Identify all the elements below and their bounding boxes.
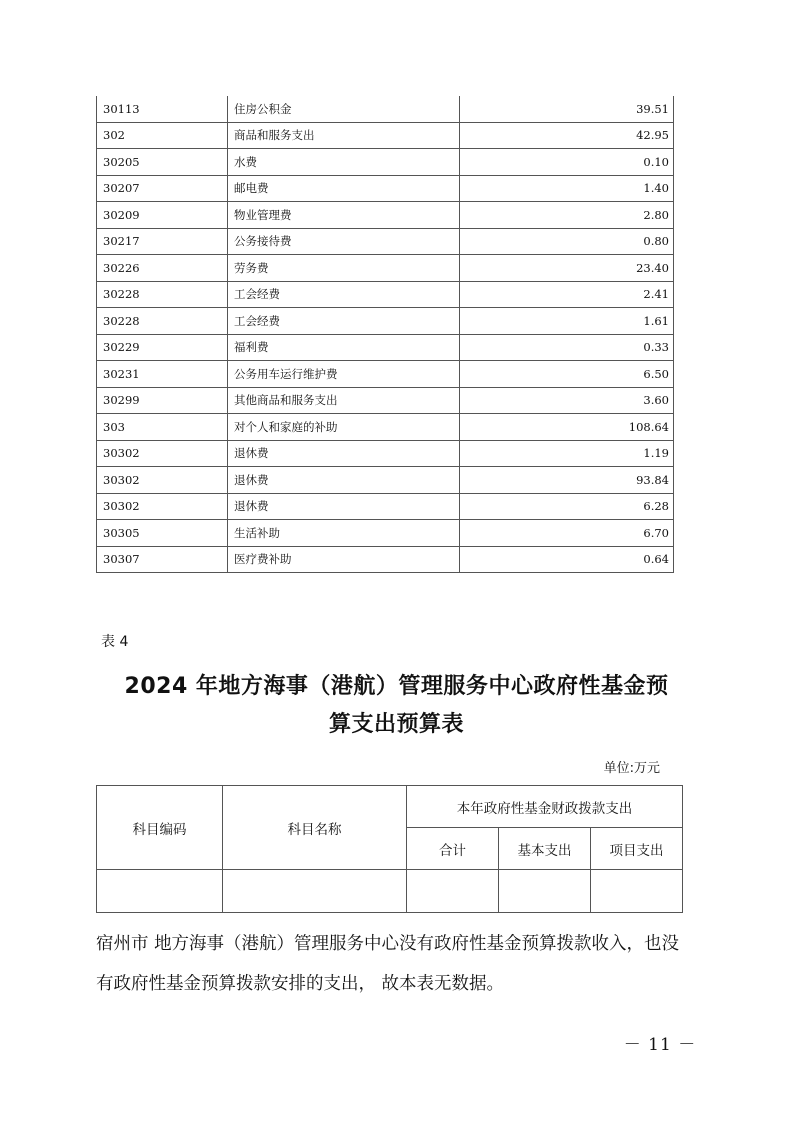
unit-label: 单位:万元 [603, 761, 660, 776]
amount-cell: 0.80 [460, 228, 674, 255]
empty-cell [223, 870, 407, 913]
expense-detail-table [96, 96, 674, 573]
table-row [97, 361, 674, 388]
amount-cell: 2.80 [460, 202, 674, 229]
subject-name-cell: 工会经费 [228, 308, 460, 335]
subject-name-cell: 住房公积金 [228, 96, 460, 122]
title-line-1: 2024 年地方海事（港航）管理服务中心政府性基金预 [124, 674, 669, 699]
amount-cell: 6.50 [460, 361, 674, 388]
amount-cell: 1.61 [460, 308, 674, 335]
subject-code-cell: 30209 [97, 202, 228, 229]
amount-cell: 1.19 [460, 440, 674, 467]
subject-code-cell: 30113 [97, 96, 228, 122]
table-row [97, 520, 674, 547]
subject-name-cell: 劳务费 [228, 255, 460, 282]
amount-cell: 39.51 [460, 96, 674, 122]
page-title [80, 668, 713, 744]
empty-cell [97, 870, 223, 913]
subject-name-cell: 其他商品和服务支出 [228, 387, 460, 414]
amount-cell: 6.28 [460, 493, 674, 520]
subject-code-cell: 303 [97, 414, 228, 441]
amount-cell: 42.95 [460, 122, 674, 149]
subject-code-cell: 30305 [97, 520, 228, 547]
subject-name-cell: 福利费 [228, 334, 460, 361]
header-subject-name: 科目名称 [223, 786, 407, 870]
subject-code-cell: 30226 [97, 255, 228, 282]
table-row [97, 387, 674, 414]
page-number: － 11 － [623, 1035, 697, 1055]
subject-code-cell: 30207 [97, 175, 228, 202]
table-row [97, 281, 674, 308]
table-row [97, 493, 674, 520]
subject-code-cell: 30217 [97, 228, 228, 255]
subject-name-cell: 工会经费 [228, 281, 460, 308]
subject-code-cell: 30307 [97, 546, 228, 573]
table-row [97, 308, 674, 335]
subject-name-cell: 对个人和家庭的补助 [228, 414, 460, 441]
subject-name-cell: 退休费 [228, 440, 460, 467]
table-row [97, 202, 674, 229]
subject-name-cell: 退休费 [228, 467, 460, 494]
table-row [97, 440, 674, 467]
subject-code-cell: 30205 [97, 149, 228, 176]
header-fund-expense-group: 本年政府性基金财政拨款支出 [407, 786, 683, 828]
table-row [97, 414, 674, 441]
header-basic-expense: 基本支出 [499, 828, 591, 870]
subject-name-cell: 退休费 [228, 493, 460, 520]
header-project-expense: 项目支出 [591, 828, 683, 870]
subject-code-cell: 30231 [97, 361, 228, 388]
table-row [97, 467, 674, 494]
subject-name-cell: 邮电费 [228, 175, 460, 202]
table-row [97, 96, 674, 122]
subject-name-cell: 公务用车运行维护费 [228, 361, 460, 388]
table-row [97, 175, 674, 202]
no-data-explanation: 宿州市 地方海事（港航）管理服务中心没有政府性基金预算拨款收入，也没有政府性基金预算拨款安排的支出， 故本表无数据。 [96, 934, 680, 994]
empty-cell [591, 870, 683, 913]
empty-data-row [97, 870, 683, 913]
empty-cell [499, 870, 591, 913]
amount-cell: 0.33 [460, 334, 674, 361]
table-row [97, 334, 674, 361]
amount-cell: 0.10 [460, 149, 674, 176]
table-row [97, 122, 674, 149]
subject-name-cell: 公务接待费 [228, 228, 460, 255]
header-total: 合计 [407, 828, 499, 870]
table-row [97, 255, 674, 282]
title-line-2: 算支出预算表 [328, 712, 464, 737]
subject-name-cell: 生活补助 [228, 520, 460, 547]
subject-code-cell: 30299 [97, 387, 228, 414]
amount-cell: 0.64 [460, 546, 674, 573]
amount-cell: 2.41 [460, 281, 674, 308]
subject-name-cell: 医疗费补助 [228, 546, 460, 573]
amount-cell: 1.40 [460, 175, 674, 202]
table-number-label: 表 4 [101, 634, 129, 650]
subject-code-cell: 30302 [97, 493, 228, 520]
amount-cell: 23.40 [460, 255, 674, 282]
expense-table-body [97, 96, 674, 573]
amount-cell: 93.84 [460, 467, 674, 494]
subject-code-cell: 30302 [97, 467, 228, 494]
subject-name-cell: 物业管理费 [228, 202, 460, 229]
subject-name-cell: 商品和服务支出 [228, 122, 460, 149]
table-row [97, 546, 674, 573]
table-row [97, 228, 674, 255]
header-subject-code: 科目编码 [97, 786, 223, 870]
subject-code-cell: 30229 [97, 334, 228, 361]
amount-cell: 6.70 [460, 520, 674, 547]
subject-code-cell: 30228 [97, 308, 228, 335]
subject-code-cell: 302 [97, 122, 228, 149]
government-fund-budget-table [96, 785, 683, 913]
amount-cell: 3.60 [460, 387, 674, 414]
subject-code-cell: 30302 [97, 440, 228, 467]
amount-cell: 108.64 [460, 414, 674, 441]
empty-cell [407, 870, 499, 913]
subject-name-cell: 水费 [228, 149, 460, 176]
subject-code-cell: 30228 [97, 281, 228, 308]
table-row [97, 149, 674, 176]
